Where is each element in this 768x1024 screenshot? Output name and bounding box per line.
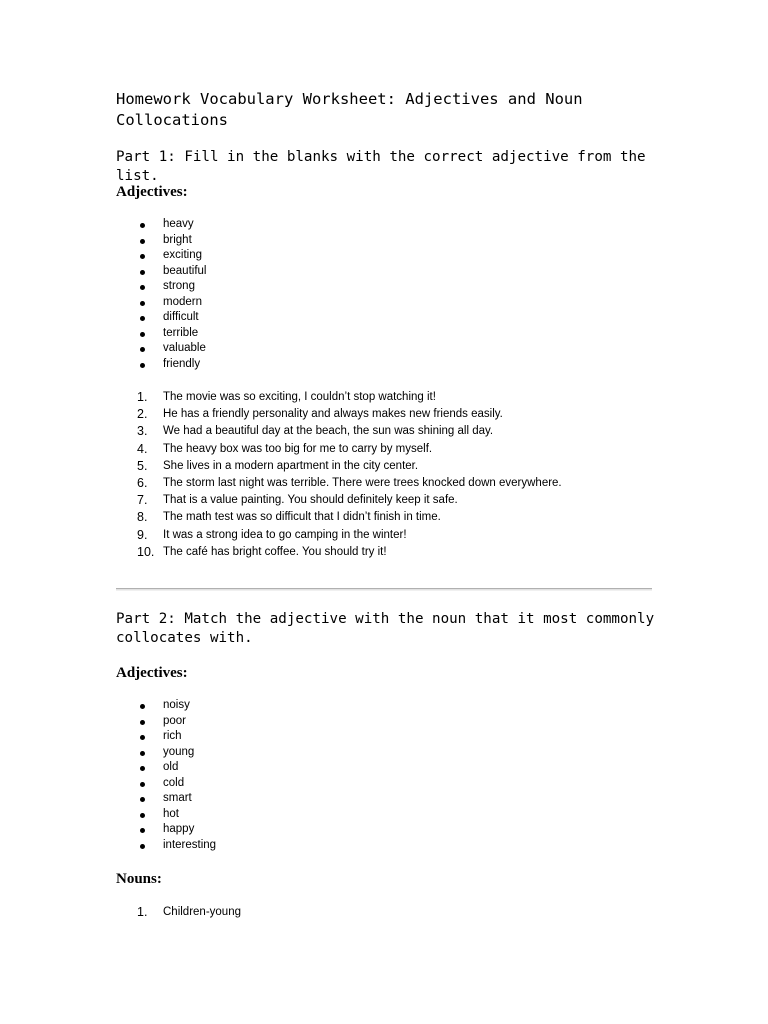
item-text: The heavy box was too big for me to carry by myself. <box>163 442 433 455</box>
list-item <box>137 217 206 233</box>
numbered-item <box>137 458 562 475</box>
bullet-icon <box>140 844 145 849</box>
bullet-icon <box>140 223 145 228</box>
item-text: He has a friendly personality and always makes new friends easily. <box>163 408 503 421</box>
list-item <box>137 341 206 357</box>
list-item-text: happy <box>163 823 195 835</box>
item-text: She lives in a modern apartment in the city center. <box>163 459 419 472</box>
item-number: 5. <box>137 458 148 473</box>
list-item <box>137 264 206 280</box>
numbered-item <box>137 527 562 544</box>
part1-adjectives-label: Adjectives: <box>116 184 188 200</box>
list-item-text: difficult <box>163 311 199 323</box>
list-item <box>137 357 206 373</box>
list-item <box>137 233 206 249</box>
item-number: 10. <box>137 544 155 559</box>
list-item <box>137 698 216 714</box>
item-text: Children-young <box>163 906 241 918</box>
list-item-text: heavy <box>163 218 194 230</box>
page-title: Homework Vocabulary Worksheet: Adjectives and Noun Collocations <box>116 90 583 129</box>
list-item-text: young <box>163 745 195 758</box>
numbered-item <box>137 441 562 458</box>
section-divider <box>116 588 652 590</box>
part2-adjectives-label: Adjectives: <box>116 665 188 681</box>
item-text: The math test was so difficult that I didn’t finish in time. <box>163 511 441 524</box>
list-item <box>137 279 206 295</box>
numbered-item <box>137 904 241 921</box>
list-item-text: smart <box>163 792 192 804</box>
item-text: The café has bright coffee. You should try it! <box>163 545 387 558</box>
numbered-item <box>137 492 562 509</box>
item-number: 7. <box>137 493 148 508</box>
bullet-icon <box>140 316 145 321</box>
list-item <box>137 776 216 792</box>
bullet-icon <box>140 332 145 337</box>
bullet-icon <box>140 301 145 306</box>
bullet-icon <box>140 828 145 833</box>
list-item <box>137 714 216 730</box>
part1-adjective-list <box>137 217 206 372</box>
bullet-icon <box>140 704 145 709</box>
bullet-icon <box>140 285 145 290</box>
list-item-text: terrible <box>163 326 199 339</box>
list-item-text: hot <box>163 807 179 820</box>
item-number: 1. <box>137 390 148 404</box>
item-number: 8. <box>137 510 148 525</box>
numbered-item <box>137 544 562 561</box>
list-item-text: exciting <box>163 249 202 261</box>
part2-adjective-list <box>137 698 216 853</box>
list-item-text: noisy <box>163 699 190 711</box>
bullet-icon <box>140 239 145 244</box>
item-text: The storm last night was terrible. There were trees knocked down everywhere. <box>163 476 562 489</box>
list-item <box>137 838 216 854</box>
list-item <box>137 745 216 761</box>
item-number: 2. <box>137 407 148 422</box>
numbered-item <box>137 509 562 526</box>
list-item-text: cold <box>163 776 185 789</box>
list-item <box>137 791 216 807</box>
part2-nouns-label: Nouns: <box>116 871 162 887</box>
item-number: 6. <box>137 475 148 490</box>
list-item <box>137 326 206 342</box>
list-item-text: interesting <box>163 838 217 851</box>
bullet-icon <box>140 363 145 368</box>
list-item-text: rich <box>163 730 182 742</box>
item-number: 9. <box>137 527 148 542</box>
list-item-text: valuable <box>163 342 206 354</box>
item-text: That is a value painting. You should definitely keep it safe. <box>163 494 458 507</box>
numbered-item <box>137 406 562 423</box>
list-item <box>137 822 216 838</box>
bullet-icon <box>140 347 145 352</box>
numbered-item <box>137 389 562 406</box>
item-number: 3. <box>137 424 148 439</box>
list-item <box>137 248 206 264</box>
bullet-icon <box>140 254 145 259</box>
list-item-text: strong <box>163 280 195 292</box>
item-number: 1. <box>137 905 148 919</box>
item-number: 4. <box>137 441 148 456</box>
list-item-text: old <box>163 761 179 773</box>
list-item <box>137 729 216 745</box>
part2-heading: Part 2: Match the adjective with the noun that it most commonly collocates with. <box>116 611 655 646</box>
list-item-text: poor <box>163 714 187 727</box>
list-item-text: beautiful <box>163 264 207 277</box>
list-item <box>137 295 206 311</box>
bullet-icon <box>140 766 145 771</box>
list-item-text: modern <box>163 295 202 308</box>
bullet-icon <box>140 270 145 275</box>
numbered-item <box>137 475 562 492</box>
list-item <box>137 310 206 326</box>
bullet-icon <box>140 751 145 756</box>
part1-sentence-list <box>137 389 562 561</box>
list-item-text: friendly <box>163 357 201 370</box>
list-item <box>137 807 216 823</box>
numbered-item <box>137 423 562 440</box>
bullet-icon <box>140 735 145 740</box>
item-text: It was a strong idea to go camping in the winter! <box>163 528 407 541</box>
bullet-icon <box>140 797 145 802</box>
item-text: The movie was so exciting, I couldn’t stop watching it! <box>163 391 436 403</box>
bullet-icon <box>140 813 145 818</box>
list-item-text: bright <box>163 233 192 246</box>
bullet-icon <box>140 782 145 787</box>
bullet-icon <box>140 720 145 725</box>
item-text: We had a beautiful day at the beach, the sun was shining all day. <box>163 425 494 438</box>
part1-heading: Part 1: Fill in the blanks with the correct adjective from the list. <box>116 149 646 184</box>
list-item <box>137 760 216 776</box>
part2-noun-list <box>137 904 241 921</box>
